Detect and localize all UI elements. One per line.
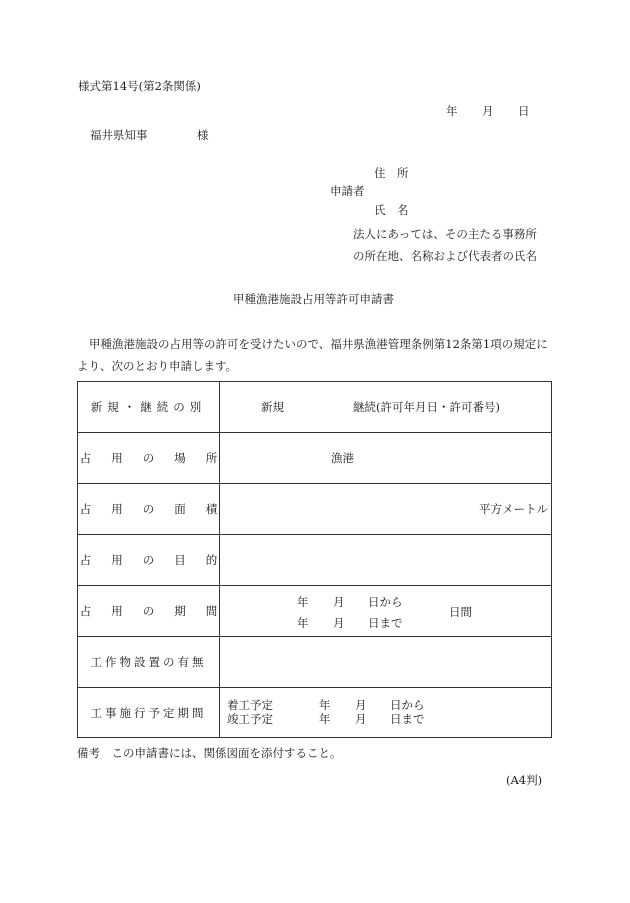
- construction-end-day: 日まで: [390, 712, 425, 726]
- construction-end-label: 竣工予定: [227, 712, 273, 726]
- form-number: 様式第14号(第2条関係): [78, 79, 201, 93]
- area-unit: 平方メートル: [479, 502, 548, 516]
- period-until-month: 月: [333, 616, 345, 630]
- continue-option[interactable]: 継続(許可年月日・許可番号): [353, 400, 500, 414]
- address-label: 住 所: [374, 166, 409, 180]
- construction-start-year: 年: [319, 698, 331, 712]
- row-label: 占用の面積: [79, 502, 238, 516]
- table-row-new-or-continue: [78, 382, 551, 433]
- corporate-note-line-2: の所在地、名称および代表者の氏名: [353, 249, 537, 263]
- application-table: [77, 381, 552, 738]
- body-text-line-2: より、次のとおり申請します。: [77, 359, 238, 373]
- construction-end-year: 年: [319, 712, 331, 726]
- date-day: 日: [518, 104, 530, 118]
- row-label: 占用の期間: [79, 604, 238, 618]
- addressee-name: 福井県知事: [90, 128, 148, 142]
- row-label: 占用の目的: [79, 553, 238, 567]
- body-text-line-1: 甲種漁港施設の占用等の許可を受けたいので、福井県漁港管理条例第12条第1項の規定に: [89, 337, 548, 351]
- corporate-note-line-1: 法人にあっては、その主たる事務所: [353, 227, 537, 241]
- construction-end-month: 月: [355, 712, 367, 726]
- paper-size-note: (A4判): [506, 773, 543, 787]
- remark-note: 備考 この申請書には、関係図面を添付すること。: [77, 746, 342, 760]
- row-label: 工作物設置の有無: [90, 655, 207, 669]
- table-row-structures: [78, 637, 551, 688]
- row-label: 占用の場所: [79, 451, 238, 465]
- period-from-month: 月: [333, 595, 345, 609]
- place-suffix: 漁港: [331, 451, 354, 465]
- table-row-area: [78, 484, 551, 535]
- construction-start-day: 日から: [390, 698, 425, 712]
- period-days: 日間: [449, 605, 472, 619]
- period-until-day: 日まで: [368, 616, 403, 630]
- new-option[interactable]: 新規: [261, 400, 284, 414]
- table-row-place: [78, 433, 551, 484]
- date-year: 年: [446, 104, 458, 118]
- period-from-year: 年: [297, 595, 309, 609]
- table-row-construction: [78, 688, 551, 737]
- row-label: 工事施行予定期間: [90, 705, 207, 720]
- date-month: 月: [482, 104, 494, 118]
- applicant-label: 申請者: [330, 184, 365, 198]
- table-row-purpose: [78, 535, 551, 586]
- period-from-day: 日から: [368, 595, 403, 609]
- row-label: 新規・継続の別: [90, 400, 207, 414]
- construction-start-month: 月: [355, 698, 367, 712]
- document-title: 甲種漁港施設占用等許可申請書: [233, 292, 394, 306]
- table-row-period: [78, 586, 551, 637]
- addressee-honorific: 様: [197, 128, 209, 142]
- construction-start-label: 着工予定: [227, 698, 273, 712]
- name-label: 氏 名: [374, 203, 409, 217]
- period-until-year: 年: [297, 616, 309, 630]
